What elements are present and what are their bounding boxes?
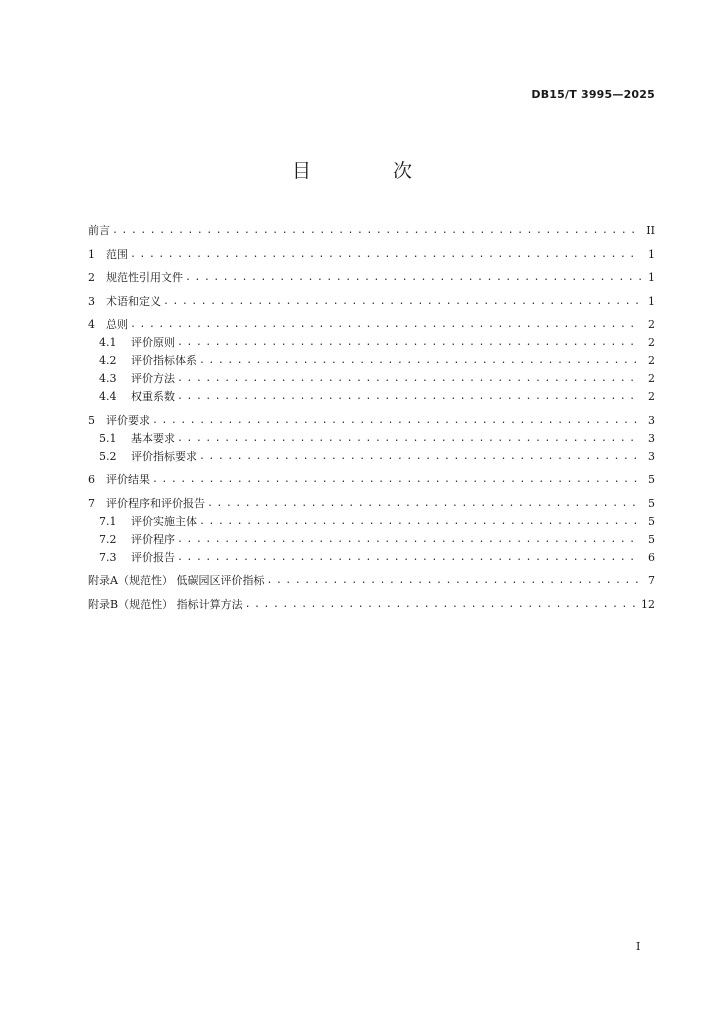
toc-leader-dots [152,472,641,487]
toc-entry-preface[interactable] [88,220,655,238]
toc-entry-label: 术语和定义 [106,294,161,308]
toc-leader-dots [185,270,641,285]
toc-entry-label: 前言 [88,224,110,237]
toc-entry-number: 5 [88,413,95,427]
toc-entry-page: II [646,224,655,237]
toc-entry-number: 4.1 [99,336,117,349]
toc-leader-dots [266,573,641,588]
toc-entry-number: 4.4 [99,390,117,403]
toc-leader-dots [207,496,641,511]
toc-entry-page: 1 [648,294,655,308]
toc-entry-label: 评价指标要求 [131,449,197,463]
toc-entry-page: 5 [648,496,655,510]
toc-leader-dots [199,353,641,368]
toc-leader-dots [177,389,641,404]
toc-leader-dots [177,335,641,350]
toc-entry-page: 2 [648,336,655,349]
toc-entry-label: 评价原则 [131,336,175,349]
toc-leader-dots [112,223,641,238]
toc-entry-label: 附录B（规范性） 指标计算方法 [88,597,243,611]
toc-entry-number: 7.1 [99,514,117,528]
toc-leader-dots [177,532,641,547]
toc-entry-number: 5.1 [99,431,117,445]
toc-entry-label: 评价要求 [106,413,150,427]
toc-entry-number: 3 [88,294,95,308]
toc-entry-page: 3 [648,449,655,463]
toc-entry-label: 评价方法 [131,372,175,385]
toc-entry-page: 12 [641,597,655,611]
toc-entry-7-2[interactable] [88,529,655,547]
toc-entry-number: 7.3 [99,550,117,564]
toc-entry-5[interactable] [88,410,655,428]
toc-entry-label: 规范性引用文件 [106,271,183,284]
toc-entry-label: 附录A（规范性） 低碳园区评价指标 [88,574,265,587]
toc-entry-4-4[interactable] [88,386,655,404]
table-of-contents [88,220,655,612]
toc-entry-number: 6 [88,473,95,486]
toc-entry-page: 5 [648,514,655,528]
toc-entry-label: 评价程序和评价报告 [106,496,205,510]
toc-entry-label: 评价结果 [106,473,150,486]
toc-entry-7-3[interactable] [88,547,655,565]
toc-entry-4[interactable] [88,314,655,332]
toc-entry-label: 权重系数 [131,390,175,403]
toc-leader-dots [177,431,641,446]
toc-entry-2[interactable] [88,267,655,285]
toc-entry-6[interactable] [88,469,655,487]
toc-entry-page: 1 [648,247,655,261]
toc-entry-label: 总则 [106,318,128,331]
toc-entry-label: 基本要求 [131,431,175,445]
toc-entry-page: 5 [648,473,655,486]
toc-entry-page: 6 [648,550,655,564]
toc-leader-dots [177,550,641,565]
toc-leader-dots [199,449,641,464]
toc-entry-7[interactable] [88,493,655,511]
toc-entry-4-3[interactable] [88,368,655,386]
toc-entry-page: 2 [648,354,655,367]
toc-entry-4-2[interactable] [88,350,655,368]
toc-entry-page: 3 [648,431,655,445]
doc-code: DB15/T 3995—2025 [531,88,655,101]
toc-entry-label: 评价报告 [131,550,175,564]
toc-entry-label: 评价程序 [131,532,175,546]
toc-leader-dots [245,597,637,612]
toc-entry-label: 评价指标体系 [131,354,197,367]
toc-entry-appendix-a[interactable] [88,570,655,588]
toc-entry-1[interactable] [88,244,655,262]
toc-entry-page: 7 [648,574,655,587]
toc-entry-number: 4 [88,318,95,331]
toc-entry-number: 4.3 [99,372,117,385]
toc-entry-label: 范围 [106,247,128,261]
toc-entry-number: 2 [88,271,95,284]
toc-leader-dots [199,514,641,529]
toc-entry-3[interactable] [88,291,655,309]
toc-leader-dots [163,294,641,309]
toc-entry-page: 5 [648,532,655,546]
toc-entry-page: 2 [648,372,655,385]
toc-entry-number: 7 [88,496,95,510]
toc-entry-number: 7.2 [99,532,117,546]
toc-entry-number: 1 [88,247,95,261]
toc-entry-appendix-b[interactable] [88,594,655,612]
page-number: I [636,940,641,953]
toc-leader-dots [177,371,641,386]
toc-leader-dots [152,413,641,428]
toc-entry-5-1[interactable] [88,428,655,446]
toc-entry-label: 评价实施主体 [131,514,197,528]
toc-leader-dots [130,317,641,332]
toc-entry-4-1[interactable] [88,332,655,350]
toc-entry-5-2[interactable] [88,446,655,464]
toc-entry-page: 3 [648,413,655,427]
toc-leader-dots [130,247,641,262]
toc-entry-page: 2 [648,318,655,331]
toc-entry-number: 5.2 [99,449,117,463]
toc-title: 目 次 [291,160,451,182]
toc-entry-page: 2 [648,390,655,403]
toc-entry-7-1[interactable] [88,511,655,529]
toc-entry-page: 1 [648,271,655,284]
toc-entry-number: 4.2 [99,354,117,367]
